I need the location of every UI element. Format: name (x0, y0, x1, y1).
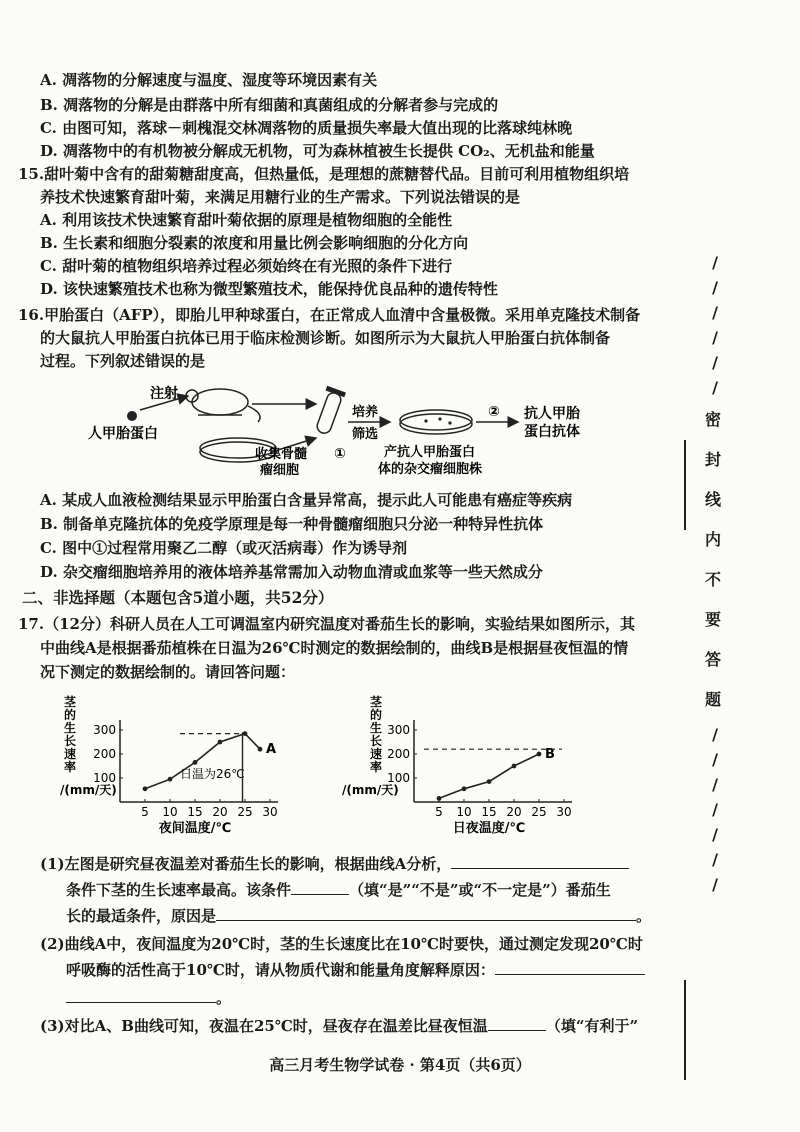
answer-blank[interactable] (488, 1016, 546, 1031)
q15-stem-line1: 15.甜叶菊中含有的甜菊糖甜度高，但热量低，是理想的蔗糖替代品。目前可利用植物组织培 (18, 165, 630, 183)
q15-stem-line2: 养技术快速繁育甜叶菊，来满足用糖行业的生产需求。下列说法错误的是 (40, 188, 521, 206)
answer-blank[interactable] (66, 988, 216, 1003)
y-axis-unit: /(mm/天) (342, 783, 399, 797)
x-tick-label: 30 (262, 805, 278, 819)
x-tick-label: 15 (187, 805, 203, 819)
step2-label: ② (488, 404, 500, 420)
x-tick-label: 20 (212, 805, 228, 819)
x-axis-label: 夜间温度/℃ (158, 821, 232, 836)
q15-option-d: D. 该快速繁殖技术也称为微型繁殖技术，能保持优良品种的遗传特性 (40, 280, 498, 298)
chart-annotation: 日温为26℃ (180, 767, 245, 781)
y-tick-label: 300 (387, 723, 410, 737)
x-tick-label: 25 (237, 805, 253, 819)
q17-sub1-line1: (1)左图是研究昼夜温差对番茄生长的影响，根据曲线A分析， (40, 854, 629, 874)
y-tick-label: 100 (387, 771, 410, 785)
y-axis-label: 生 (63, 721, 77, 735)
q15-option-b: B. 生长素和细胞分裂素的浓度和用量比例会影响细胞的分化方向 (40, 234, 469, 252)
collect-label-1: 收集骨髓 (255, 447, 308, 462)
x-axis-label: 日夜温度/℃ (452, 821, 526, 836)
y-axis-label: 率 (369, 760, 383, 774)
q14-option-c: C. 由图可知，落球－刺槐混交林凋落物的质量损失率最大值出现的比落球纯林晚 (40, 119, 573, 137)
step1-label: ① (334, 446, 346, 462)
chart-curve-b (340, 690, 600, 840)
q16-antibody-diagram (80, 378, 640, 488)
x-tick-label: 5 (141, 805, 149, 819)
y-tick-label: 300 (93, 723, 116, 737)
q16-option-a: A. 某成人血液检测结果显示甲胎蛋白含量异常高，提示此人可能患有癌症等疾病 (40, 491, 573, 509)
y-tick-label: 200 (93, 747, 116, 761)
data-point (512, 764, 517, 769)
x-tick-label: 25 (531, 805, 547, 819)
q16-option-b: B. 制备单克隆抗体的免疫学原理是每一种骨髓瘤细胞只分泌一种特异性抗体 (40, 515, 544, 533)
q14-option-a: A. 凋落物的分解速度与温度、湿度等环境因素有关 (40, 71, 378, 89)
x-tick-label: 5 (435, 805, 443, 819)
y-axis-label: 率 (63, 760, 77, 774)
data-point (487, 779, 492, 784)
y-axis-label: 的 (63, 708, 77, 722)
antibody-label-2: 蛋白抗体 (524, 424, 580, 440)
q17-sub1-line3: 长的最适条件，原因是 。 (66, 907, 652, 925)
margin-seal-text: 密 封 线 内 不 要 答 题 (704, 410, 721, 709)
page-footer: 高三月考生物学试卷 · 第4页（共6页） (269, 1056, 531, 1074)
hybrid-label-1: 产抗人甲胎蛋白 (384, 445, 476, 460)
data-point (462, 786, 467, 791)
data-point (258, 747, 263, 752)
data-point (437, 796, 442, 801)
q16-stem-line1: 16.甲胎蛋白（AFP），即胎儿甲种球蛋白，在正常成人血清中含量极微。采用单克隆技术制备 (18, 306, 641, 324)
antibody-label-1: 抗人甲胎 (524, 406, 580, 422)
q16-option-d: D. 杂交瘤细胞培养用的液体培养基常需加入动物血清或血浆等一些天然成分 (40, 563, 543, 581)
y-tick-label: 200 (387, 747, 410, 761)
culture-label-1: 培养 (352, 405, 379, 420)
q17-sub3-line1: (3)对比A、B曲线可知，夜温在25℃时，昼夜存在温差比昼夜恒温 （填“有利于” (40, 1017, 639, 1035)
q17-stem-line2: 中曲线A是根据番茄植株在日温为26℃时测定的数据绘制的，曲线B是根据昼夜恒温的情 (40, 639, 629, 657)
q14-option-d: D. 凋落物中的有机物被分解成无机物，可为森林植被生长提供 CO₂、无机盐和能量 (40, 142, 595, 160)
test-tube-icon (315, 386, 346, 435)
margin-slashes-top: / / / / / / (712, 253, 718, 397)
q17-sub2-line3: 。 (66, 988, 231, 1008)
q17-stem-line3: 况下测定的数据绘制的。请回答问题： (40, 663, 296, 681)
antigen-icon (127, 411, 137, 421)
q14-option-b: B. 凋落物的分解是由群落中所有细菌和真菌组成的分解者参与完成的 (40, 96, 499, 114)
q16-stem-line2: 的大鼠抗人甲胎蛋白抗体已用于临床检测诊断。如图所示为大鼠抗人甲胎蛋白抗体制备 (40, 329, 611, 347)
data-point (193, 760, 198, 765)
data-point (243, 731, 248, 736)
q17-sub2-line2: 呼吸酶的活性高于10℃时，请从物质代谢和能量角度解释原因： (66, 960, 645, 980)
section2-heading: 二、非选择题（本题包含5道小题，共52分） (22, 588, 334, 607)
q15-option-c: C. 甜叶菊的植物组织培养过程必须始终在有光照的条件下进行 (40, 257, 453, 275)
q16-stem-line3: 过程。下列叙述错误的是 (40, 352, 206, 370)
q17-stem-line1: 17.（12分）科研人员在人工可调温室内研究温度对番茄生长的影响，实验结果如图所示，其 (18, 615, 635, 633)
hybrid-dish-icon (400, 410, 472, 434)
q17-sub1-line2: 条件下茎的生长速率最高。该条件 （填“是”“不是”或“不一定是”）番茄生 (66, 881, 611, 899)
series-label: A (266, 742, 277, 758)
y-tick-label: 100 (93, 771, 116, 785)
collect-label-2: 瘤细胞 (260, 463, 300, 478)
q16-option-c: C. 图中①过程常用聚乙二醇（或灭活病毒）作为诱导剂 (40, 539, 408, 557)
answer-blank[interactable] (451, 854, 629, 869)
mouse-icon (186, 389, 260, 422)
x-tick-label: 10 (456, 805, 472, 819)
y-axis-label: 速 (63, 747, 77, 761)
q15-option-a: A. 利用该技术快速繁育甜叶菊依据的原理是植物细胞的全能性 (40, 211, 453, 229)
answer-blank[interactable] (495, 960, 645, 975)
x-tick-label: 10 (162, 805, 178, 819)
q17-sub2-line1: (2)曲线A中，夜间温度为20℃时，茎的生长速度比在10℃时要快，通过测定发现20℃时 (40, 935, 643, 953)
antigen-label: 人甲胎蛋白 (88, 426, 158, 442)
hybrid-label-2: 体的杂交瘤细胞株 (378, 462, 483, 477)
y-axis-label: 速 (369, 747, 383, 761)
x-tick-label: 20 (506, 805, 522, 819)
answer-blank[interactable] (216, 906, 636, 921)
y-axis-label: 的 (369, 708, 383, 722)
y-axis-label: 长 (369, 734, 383, 748)
margin-rule-bottom (684, 980, 686, 1080)
y-axis-label: 长 (63, 734, 77, 748)
data-point (218, 740, 223, 745)
data-point (143, 786, 148, 791)
series-label: B (545, 747, 555, 762)
y-axis-label: 茎 (63, 695, 77, 709)
y-axis-label: 生 (369, 721, 383, 735)
data-point (537, 752, 542, 757)
culture-label-2: 筛选 (352, 427, 379, 442)
inject-label: 注射 (150, 386, 178, 402)
answer-blank[interactable] (291, 880, 349, 895)
y-axis-label: 茎 (369, 695, 383, 709)
x-tick-label: 15 (481, 805, 497, 819)
series-line (439, 754, 539, 798)
data-point (168, 777, 173, 782)
y-axis-unit: /(mm/天) (60, 783, 117, 797)
x-tick-label: 30 (556, 805, 572, 819)
margin-rule-top (684, 440, 686, 530)
chart-curve-a (58, 690, 298, 840)
margin-slashes-bottom: / / / / / / / (712, 725, 718, 894)
